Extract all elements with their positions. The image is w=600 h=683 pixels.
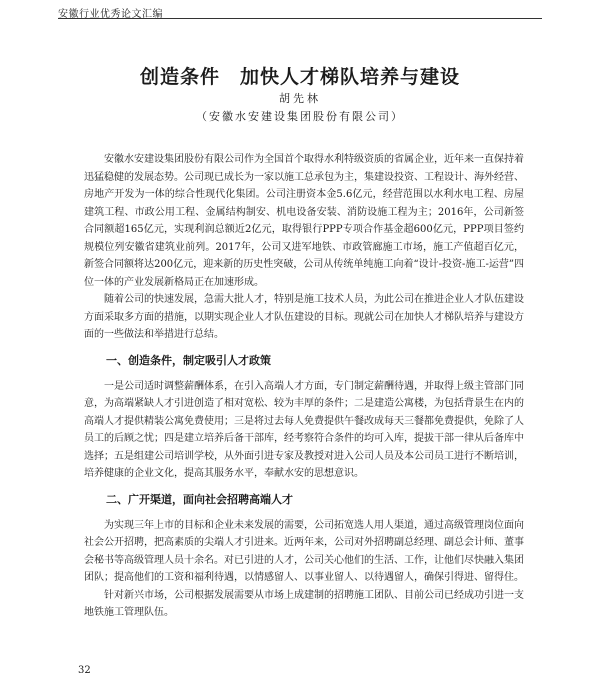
body-paragraph: 安徽水安建设集团股份有限公司作为全国首个取得水利特级资质的省属企业，近年来一直保持着迅猛稳健的发展态势。公司现已成长为一家以施工总承包为主，集建设投资、工程设计、海外经营、房地产开发为一体的综合性现代化集团。公司注册资本金5.6亿元，经营范围以水利水电工程、房屋建筑工程、市政公用工程、金属结构制安、机电设备安装、消防设施工程为主；2016年，公司新签合同额超165亿元，实现利润总额近2亿元，取得银行PPP专项合作基金超600亿元，PPP项目签约规模位列安徽省建筑业前列。2017年，公司又进军地铁、市政管廊施工市场，施工产值超百亿元，新签合同额将达200亿元，迎来新的历史性突破，公司从传统单纯施工向着“设计-投资-施工-运营”四位一体的产业发展新格局正在加速形成。 — [84, 154, 524, 288]
body-paragraph: 随着公司的快速发展，急需大批人才，特别是施工技术人员，为此公司在推进企业人才队伍建设方面采取多方面的措施，以期实现企业人才队伍建设的目标。现就公司在加快人才梯队培养与建设方面的一些做法和举措进行总结。 — [84, 294, 524, 340]
section-heading: 一、创造条件，制定吸引人才政策 — [106, 353, 271, 367]
body-paragraph: 为实现三年上市的目标和企业未来发展的需要，公司拓宽选人用人渠道，通过高级管理岗位面向社会公开招聘，把高素质的尖端人才引进来。近两年来，公司对外招聘副总经理、副总会计师、董事会秘书等高级管理人员十余名。对已引进的人才，公司关心他们的生活、工作，让他们尽快融入集团团队；提高他们的工资和福利待遇，以情感留人、以事业留人、以待遇留人，确保引得进、留得住。 — [84, 519, 524, 583]
article-body — [84, 151, 524, 622]
section-heading: 二、广开渠道，面向社会招聘高端人才 — [106, 492, 293, 506]
author-affiliation: （安徽水安建设集团股份有限公司） — [196, 110, 404, 123]
page-number: 32 — [78, 665, 91, 676]
journal-header: 安徽行业优秀论文汇编 — [58, 9, 163, 20]
body-paragraph: 针对新兴市场，公司根据发展需要从市场上成建制的招聘施工团队、目前公司已经成功引进一支地铁施工管理队伍。 — [84, 589, 524, 618]
header-divider — [58, 18, 542, 19]
article-title: 创造条件 加快人才梯队培养与建设 — [139, 66, 460, 88]
body-paragraph: 一是公司适时调整薪酬体系，在引入高端人才方面，专门制定薪酬待遇，并取得上级主管部门同意，为高端紧缺人才引进创造了相对宽松、较为丰厚的条件；二是建造公寓楼，为包括背景生在内的高端人才提供精装公寓免费使用；三是将过去每人免费提供午餐改成每天三餐都免费提供，免除了人员工的后顾之忧；四是建立培养后备干部库，经考察符合条件的均可入库，提拔干部一律从后备库中选择；五是组建公司培训学校，从外面引进专家及教授对进入公司人员及本公司员工进行不断培训，培养健康的企业文化，提高其服务水平，奉献水安的思想意识。 — [84, 380, 524, 479]
article-author: 胡先林 — [279, 92, 321, 105]
